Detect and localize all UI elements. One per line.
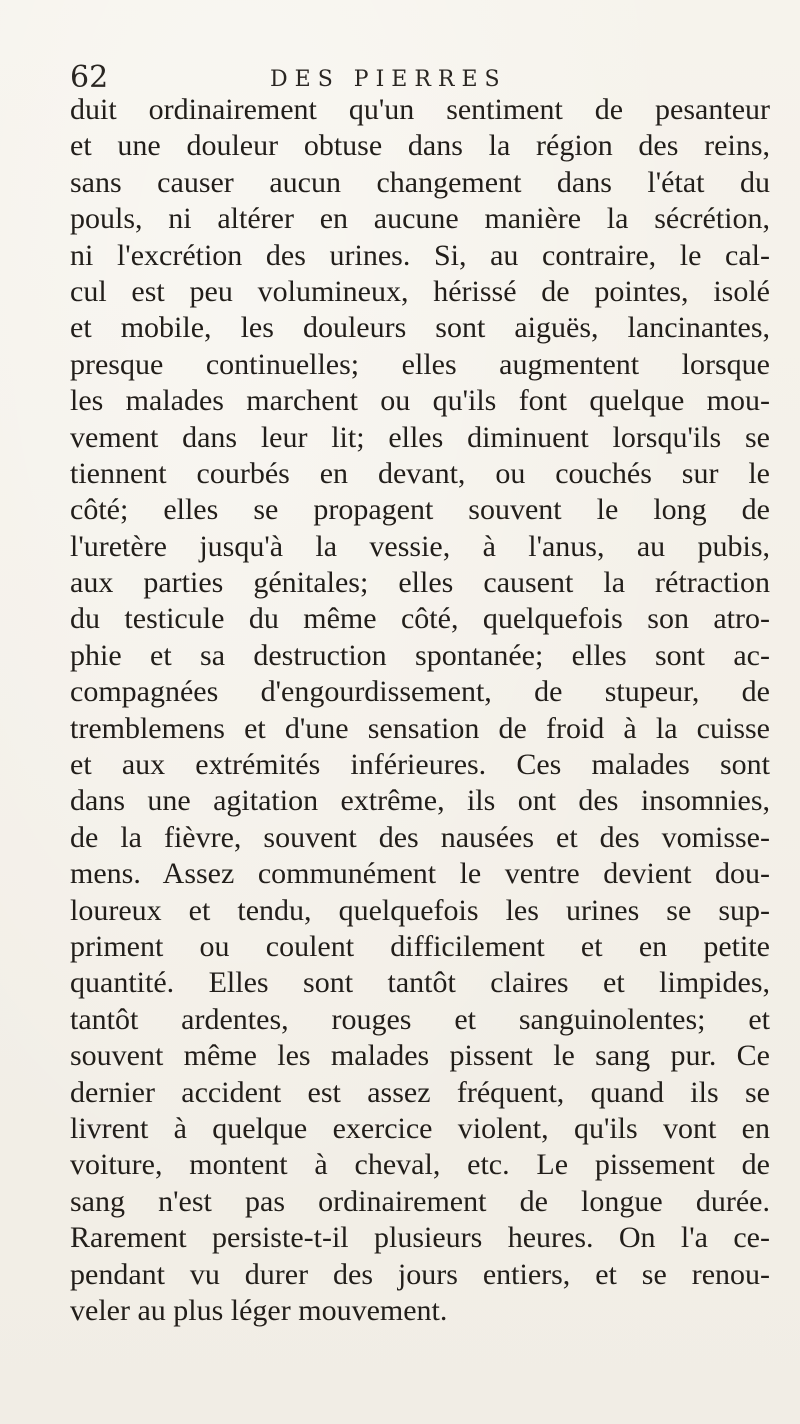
text-line: compagnées d'engourdissement, de stupeur, de: [70, 675, 770, 709]
text-line: phie et sa destruction spontanée; elles sont ac-: [70, 638, 770, 672]
text-line: côté; elles se propagent souvent le long de: [70, 493, 770, 527]
text-line: Rarement persiste-t-il plusieurs heures. On l'a ce-: [70, 1221, 770, 1255]
text-line: mens. Assez communément le ventre devient dou-: [70, 857, 770, 891]
text-line: souvent même les malades pissent le sang pur. Ce: [70, 1039, 770, 1073]
text-line: tantôt ardentes, rouges et sanguinolentes; et: [70, 1002, 770, 1036]
text-line: tiennent courbés en devant, ou couchés sur le: [70, 456, 770, 490]
text-line: et une douleur obtuse dans la région des reins,: [70, 129, 770, 163]
text-line: cul est peu volumineux, hérissé de pointes, isolé: [70, 274, 770, 308]
text-line: duit ordinairement qu'un sentiment de pesanteur: [70, 93, 770, 126]
running-head: DES PIERRES: [270, 67, 507, 92]
text-line: pouls, ni altérer en aucune manière la sécrétion,: [70, 202, 770, 236]
text-line: sans causer aucun changement dans l'état du: [70, 165, 770, 199]
text-line: quantité. Elles sont tantôt claires et limpides,: [70, 966, 770, 1000]
text-line: dans une agitation extrême, ils ont des insomnies,: [70, 784, 770, 818]
text-line: priment ou coulent difficilement et en petite: [70, 929, 770, 963]
text-line: et mobile, les douleurs sont aiguës, lancinantes,: [70, 311, 770, 345]
text-line: presque continuelles; elles augmentent lorsque: [70, 347, 770, 381]
text-line: et aux extrémités inférieures. Ces malades sont: [70, 748, 770, 782]
text-line: veler au plus léger mouvement.: [70, 1293, 448, 1327]
text-line: livrent à quelque exercice violent, qu'ils vont en: [70, 1111, 770, 1145]
text-line: voiture, montent à cheval, etc. Le pissement de: [70, 1148, 770, 1182]
text-line: pendant vu durer des jours entiers, et se renou-: [70, 1257, 770, 1291]
text-line: du testicule du même côté, quelquefois son atro-: [70, 602, 770, 636]
page-number: 62: [70, 60, 109, 95]
text-line: vement dans leur lit; elles diminuent lorsqu'ils se: [70, 420, 770, 454]
text-line: dernier accident est assez fréquent, quand ils se: [70, 1075, 770, 1109]
text-line: tremblemens et d'une sensation de froid à la cuisse: [70, 711, 770, 745]
text-line: les malades marchent ou qu'ils font quelque mou-: [70, 384, 770, 418]
text-line: ni l'excrétion des urines. Si, au contraire, le cal-: [70, 238, 770, 272]
text-line: aux parties génitales; elles causent la rétraction: [70, 566, 770, 600]
text-line: loureux et tendu, quelquefois les urines se sup-: [70, 893, 770, 927]
text-line: l'uretère jusqu'à la vessie, à l'anus, au pubis,: [70, 529, 770, 563]
body-paragraph: [70, 92, 770, 1329]
text-line: sang n'est pas ordinairement de longue durée.: [70, 1184, 770, 1218]
text-line: de la fièvre, souvent des nausées et des vomisse-: [70, 820, 770, 854]
